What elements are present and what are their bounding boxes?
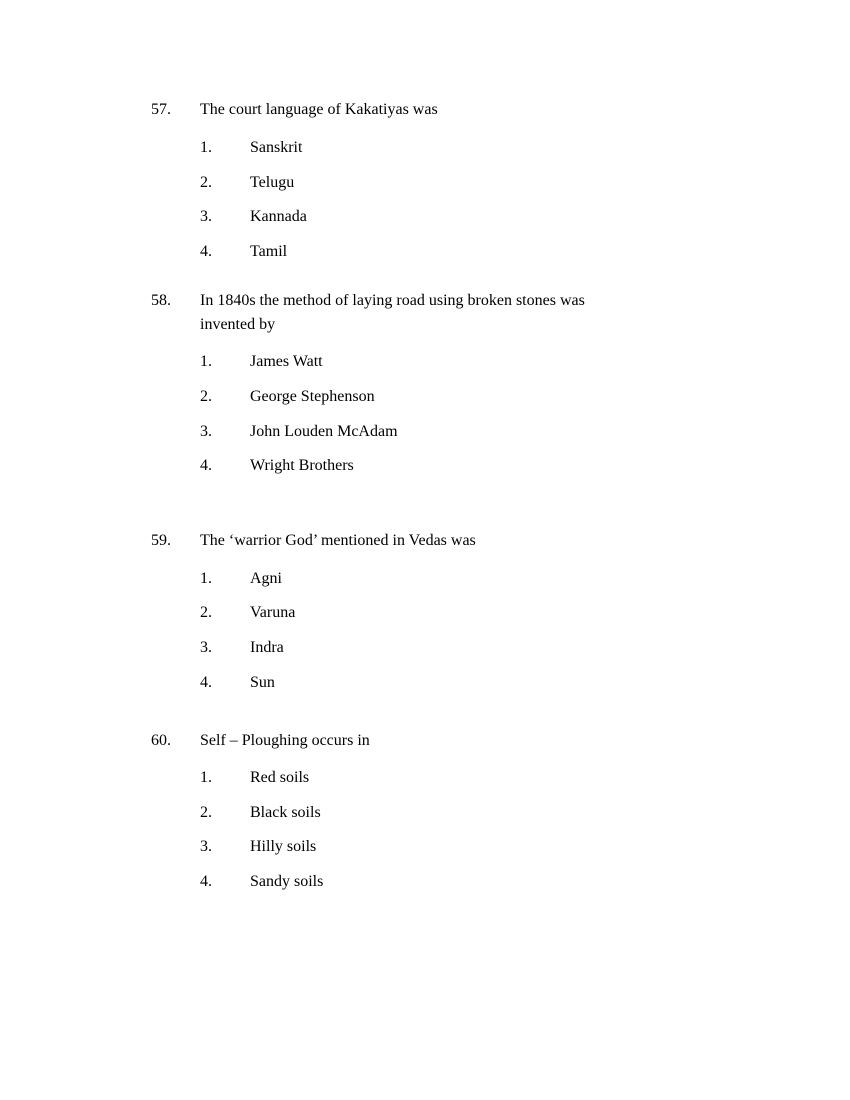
option-text: Indra [250, 639, 284, 656]
question-text: Self – Ploughing occurs in [200, 732, 370, 749]
option-59-1 [0, 567, 850, 591]
option-text: Wright Brothers [250, 457, 354, 474]
option-58-3 [0, 420, 850, 444]
option-text: Kannada [250, 208, 307, 225]
option-57-1 [0, 136, 850, 160]
option-text: Agni [250, 570, 282, 587]
option-number: 1. [200, 570, 212, 587]
option-number: 4. [200, 674, 212, 691]
option-57-4 [0, 240, 850, 264]
question-number: 60. [151, 732, 171, 749]
option-58-2 [0, 385, 850, 409]
option-text: Varuna [250, 604, 296, 621]
option-number: 4. [200, 873, 212, 890]
option-text: Black soils [250, 804, 321, 821]
option-60-2 [0, 801, 850, 825]
question-number: 58. [151, 292, 171, 309]
option-number: 4. [200, 457, 212, 474]
option-number: 3. [200, 639, 212, 656]
option-text: Sandy soils [250, 873, 324, 890]
option-number: 1. [200, 139, 212, 156]
option-number: 3. [200, 208, 212, 225]
question-text: In 1840s the method of laying road using broken stones was invented by [200, 292, 585, 333]
option-60-4 [0, 870, 850, 894]
option-59-4 [0, 671, 850, 695]
option-text: Red soils [250, 769, 310, 786]
option-number: 2. [200, 604, 212, 621]
option-text: George Stephenson [250, 388, 375, 405]
option-text: Telugu [250, 174, 295, 191]
question-text: The ‘warrior God’ mentioned in Vedas was [200, 532, 476, 549]
option-text: James Watt [250, 353, 323, 370]
question-number: 57. [151, 101, 171, 118]
option-number: 3. [200, 423, 212, 440]
option-59-3 [0, 636, 850, 660]
option-number: 2. [200, 804, 212, 821]
question-text: The court language of Kakatiyas was [200, 101, 438, 118]
option-60-1 [0, 766, 850, 790]
option-57-2 [0, 171, 850, 195]
option-text: Tamil [250, 243, 288, 260]
option-number: 2. [200, 174, 212, 191]
option-number: 1. [200, 353, 212, 370]
option-59-2 [0, 601, 850, 625]
option-text: Hilly soils [250, 838, 317, 855]
option-number: 1. [200, 769, 212, 786]
option-text: John Louden McAdam [250, 423, 398, 440]
question-number: 59. [151, 532, 171, 549]
option-58-1 [0, 350, 850, 374]
option-58-4 [0, 454, 850, 478]
option-text: Sun [250, 674, 275, 691]
option-number: 3. [200, 838, 212, 855]
option-number: 2. [200, 388, 212, 405]
option-60-3 [0, 835, 850, 859]
option-number: 4. [200, 243, 212, 260]
option-text: Sanskrit [250, 139, 303, 156]
option-57-3 [0, 205, 850, 229]
